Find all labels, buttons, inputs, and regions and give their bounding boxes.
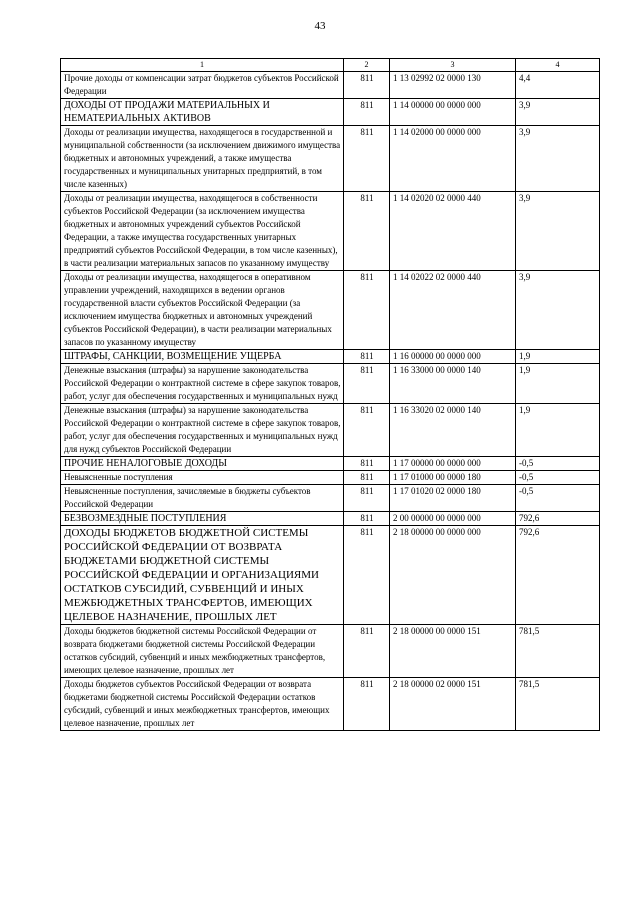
administrator-code-cell: 811	[344, 364, 390, 404]
budget-classification-code-cell: 1 14 02022 02 0000 440	[390, 271, 516, 350]
administrator-code-cell: 811	[344, 526, 390, 625]
budget-classification-code-cell: 1 17 01000 00 0000 180	[390, 471, 516, 485]
table-row	[61, 271, 600, 350]
revenue-name-cell: Невыясненные поступления	[61, 471, 344, 485]
amount-cell: -0,5	[516, 471, 600, 485]
table-row	[61, 72, 600, 99]
budget-classification-code-cell: 1 14 02000 00 0000 000	[390, 126, 516, 192]
budget-classification-code-cell: 2 18 00000 00 0000 151	[390, 625, 516, 678]
revenue-name-cell: Денежные взыскания (штрафы) за нарушение законодательства Российской Федерации о контрактной системе в сфере закупок товаров, работ, услуг для обеспечения государственных и муниципальных нужд	[61, 364, 344, 404]
revenue-name-cell: БЕЗВОЗМЕЗДНЫЕ ПОСТУПЛЕНИЯ	[61, 512, 344, 526]
amount-cell: 4,4	[516, 72, 600, 99]
table-row	[61, 512, 600, 526]
amount-cell: 3,9	[516, 99, 600, 126]
amount-cell: 3,9	[516, 126, 600, 192]
revenue-name-cell: Доходы бюджетов субъектов Российской Федерации от возврата бюджетами бюджетной системы Российской Федерации остатков субсидий, субвенций и иных межбюджетных трансфертов, имеющих целевое назначение, прошлых лет	[61, 678, 344, 731]
budget-classification-code-cell: 2 18 00000 00 0000 000	[390, 526, 516, 625]
table-row	[61, 457, 600, 471]
budget-classification-code-cell: 2 18 00000 02 0000 151	[390, 678, 516, 731]
page-number: 43	[314, 20, 326, 32]
table-row	[61, 99, 600, 126]
budget-classification-code-cell: 1 17 00000 00 0000 000	[390, 457, 516, 471]
budget-classification-code-cell: 1 14 02020 02 0000 440	[390, 192, 516, 271]
administrator-code-cell: 811	[344, 350, 390, 364]
table-row	[61, 404, 600, 457]
amount-cell: 781,5	[516, 678, 600, 731]
table-row	[61, 485, 600, 512]
amount-cell: 3,9	[516, 271, 600, 350]
revenue-name-cell: Невыясненные поступления, зачисляемые в бюджеты субъектов Российской Федерации	[61, 485, 344, 512]
amount-cell: 792,6	[516, 512, 600, 526]
administrator-code-cell: 811	[344, 99, 390, 126]
budget-classification-code-cell: 1 17 01020 02 0000 180	[390, 485, 516, 512]
table-row	[61, 471, 600, 485]
header-col-2: 2	[344, 59, 390, 72]
revenue-name-cell: ДОХОДЫ ОТ ПРОДАЖИ МАТЕРИАЛЬНЫХ И НЕМАТЕРИАЛЬНЫХ АКТИВОВ	[61, 99, 344, 126]
administrator-code-cell: 811	[344, 192, 390, 271]
administrator-code-cell: 811	[344, 471, 390, 485]
header-col-4: 4	[516, 59, 600, 72]
budget-classification-code-cell: 1 16 33000 00 0000 140	[390, 364, 516, 404]
budget-table	[60, 58, 600, 731]
administrator-code-cell: 811	[344, 126, 390, 192]
budget-classification-code-cell: 1 16 33020 02 0000 140	[390, 404, 516, 457]
table-row	[61, 364, 600, 404]
table-row	[61, 126, 600, 192]
revenue-name-cell: Прочие доходы от компенсации затрат бюджетов субъектов Российской Федерации	[61, 72, 344, 99]
budget-classification-code-cell: 1 13 02992 02 0000 130	[390, 72, 516, 99]
amount-cell: 1,9	[516, 350, 600, 364]
revenue-name-cell: Денежные взыскания (штрафы) за нарушение законодательства Российской Федерации о контрактной системе в сфере закупок товаров, работ, услуг для обеспечения государственных и муниципальных нужд для нужд субъектов Российской Федерации	[61, 404, 344, 457]
administrator-code-cell: 811	[344, 625, 390, 678]
administrator-code-cell: 811	[344, 485, 390, 512]
budget-classification-code-cell: 1 16 00000 00 0000 000	[390, 350, 516, 364]
header-row	[61, 59, 600, 72]
revenue-name-cell: ШТРАФЫ, САНКЦИИ, ВОЗМЕЩЕНИЕ УЩЕРБА	[61, 350, 344, 364]
revenue-name-cell: Доходы от реализации имущества, находящегося в оперативном управлении учреждений, находящихся в ведении органов государственной власти субъектов Российской Федерации (за исключением имущества бюджетных и автономных учреждений субъектов Российской Федерации), в части реализации материальных запасов по указанному имуществу	[61, 271, 344, 350]
budget-classification-code-cell: 2 00 00000 00 0000 000	[390, 512, 516, 526]
amount-cell: 781,5	[516, 625, 600, 678]
header-col-1: 1	[61, 59, 344, 72]
administrator-code-cell: 811	[344, 512, 390, 526]
table-row	[61, 192, 600, 271]
table-row	[61, 526, 600, 625]
amount-cell: 3,9	[516, 192, 600, 271]
administrator-code-cell: 811	[344, 457, 390, 471]
budget-classification-code-cell: 1 14 00000 00 0000 000	[390, 99, 516, 126]
table-row	[61, 625, 600, 678]
amount-cell: -0,5	[516, 457, 600, 471]
administrator-code-cell: 811	[344, 271, 390, 350]
table-body	[61, 72, 600, 731]
revenue-name-cell: Доходы бюджетов бюджетной системы Российской Федерации от возврата бюджетами бюджетной системы Российской Федерации остатков субсидий, субвенций и иных межбюджетных трансфертов, имеющих целевое назначение, прошлых лет	[61, 625, 344, 678]
header-col-3: 3	[390, 59, 516, 72]
revenue-name-cell: Доходы от реализации имущества, находящегося в государственной и муниципальной собственности (за исключением движимого имущества бюджетных и автономных учреждений, а также имущества государственных и муниципальных унитарных предприятий, в том числе казенных)	[61, 126, 344, 192]
administrator-code-cell: 811	[344, 678, 390, 731]
administrator-code-cell: 811	[344, 72, 390, 99]
amount-cell: 1,9	[516, 404, 600, 457]
revenue-name-cell: ДОХОДЫ БЮДЖЕТОВ БЮДЖЕТНОЙ СИСТЕМЫ РОССИЙСКОЙ ФЕДЕРАЦИИ ОТ ВОЗВРАТА БЮДЖЕТАМИ БЮДЖЕТНОЙ СИСТЕМЫ РОССИЙСКОЙ ФЕДЕРАЦИИ И ОРГАНИЗАЦИЯМИ ОСТАТКОВ СУБСИДИЙ, СУБВЕНЦИЙ И ИНЫХ МЕЖБЮДЖЕТНЫХ ТРАНСФЕРТОВ, ИМЕЮЩИХ ЦЕЛЕВОЕ НАЗНАЧЕНИЕ, ПРОШЛЫХ ЛЕТ	[61, 526, 344, 625]
revenue-name-cell: ПРОЧИЕ НЕНАЛОГОВЫЕ ДОХОДЫ	[61, 457, 344, 471]
amount-cell: -0,5	[516, 485, 600, 512]
table-row	[61, 678, 600, 731]
amount-cell: 1,9	[516, 364, 600, 404]
table-row	[61, 350, 600, 364]
amount-cell: 792,6	[516, 526, 600, 625]
administrator-code-cell: 811	[344, 404, 390, 457]
revenue-name-cell: Доходы от реализации имущества, находящегося в собственности субъектов Российской Федерации (за исключением имущества бюджетных и автономных учреждений субъектов Российской Федерации, а также имущества государственных унитарных предприятий субъектов Российской Федерации, в том числе казенных), в части реализации материальных запасов по указанному имуществу	[61, 192, 344, 271]
